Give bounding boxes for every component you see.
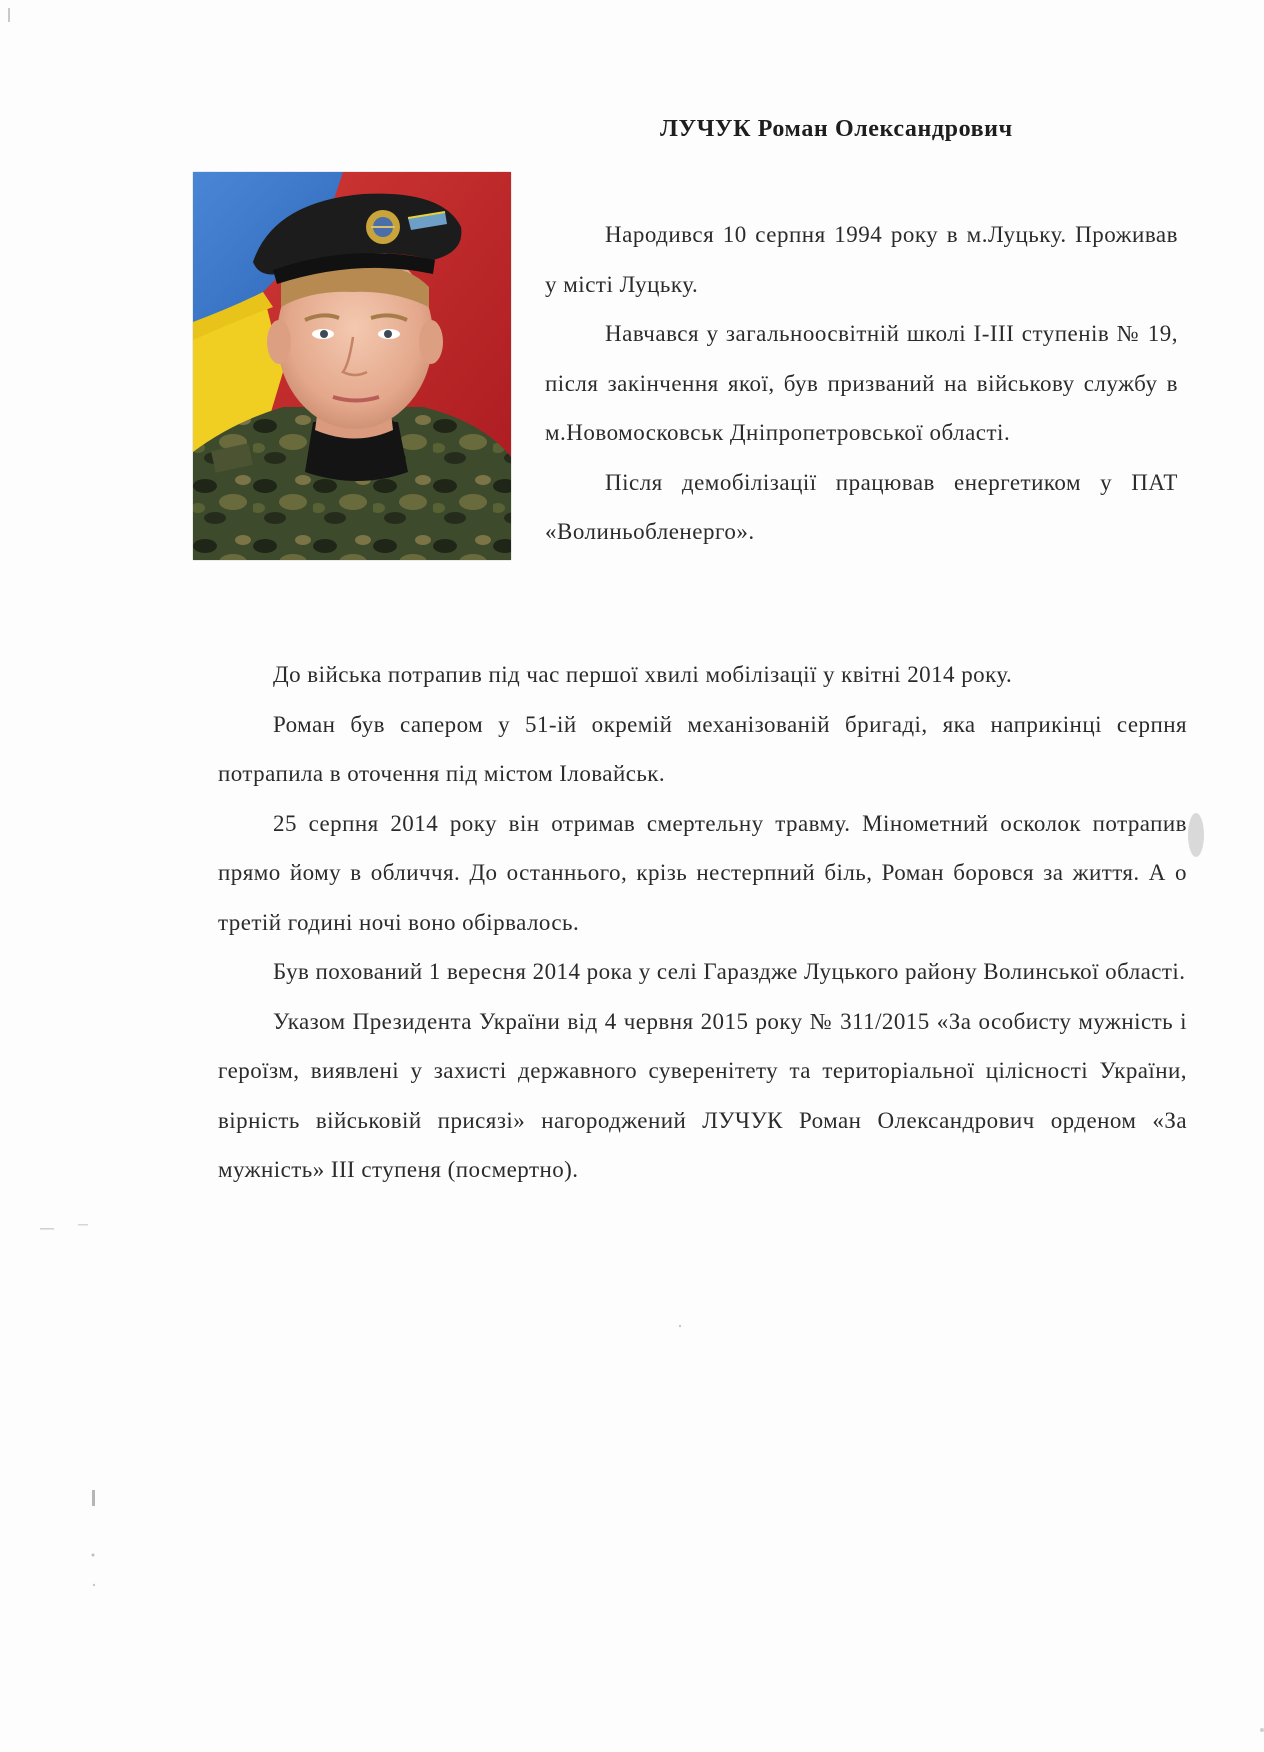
paragraph-birth: Народився 10 серпня 1994 року в м.Луцьку. Проживав у місті Луцьку. [545, 222, 1178, 297]
biography-right-column [545, 210, 1178, 557]
biography-body [218, 650, 1187, 1195]
paragraph-award: Указом Президента України від 4 червня 2015 року № 311/2015 «За особисту мужність і героїзм, виявлені у захисті державного суверенітету та територіальної цілісності України, вірність військовій присязі» нагороджений ЛУЧУК Роман Олександрович орденом «За мужність» ІІІ ступеня (посмертно). [218, 1008, 1187, 1182]
paragraph-work: Після демобілізації працював енергетиком у ПАТ «Волиньобленерго». [545, 469, 1178, 544]
paragraph-education: Навчався у загальноосвітній школі І-ІІІ ступенів № 19, після закінчення якої, був призваний на військову службу в м.Новомосковськ Дніпропетровської області. [545, 321, 1178, 445]
paragraph-mobilization: До війська потрапив під час першої хвилі мобілізації у квітні 2014 року. [273, 662, 1013, 687]
paragraph-service: Роман був сапером у 51-ій окремій механізованій бригаді, яка наприкінці серпня потрапила в оточення під містом Іловайськ. [218, 711, 1187, 786]
portrait-photo [193, 172, 511, 560]
portrait-image [193, 172, 511, 560]
paragraph-burial: Був похований 1 вересня 2014 рока у селі Гараздже Луцького району Волинської області. [273, 959, 1186, 984]
paragraph-death: 25 серпня 2014 року він отримав смертельну травму. Мінометний осколок потрапив прямо йому в обличчя. До останнього, крізь нестерпний біль, Роман боровся за життя. А о третій годині ночі воно обірвалось. [218, 810, 1187, 935]
page-title: ЛУЧУК Роман Олександрович [660, 116, 1013, 142]
